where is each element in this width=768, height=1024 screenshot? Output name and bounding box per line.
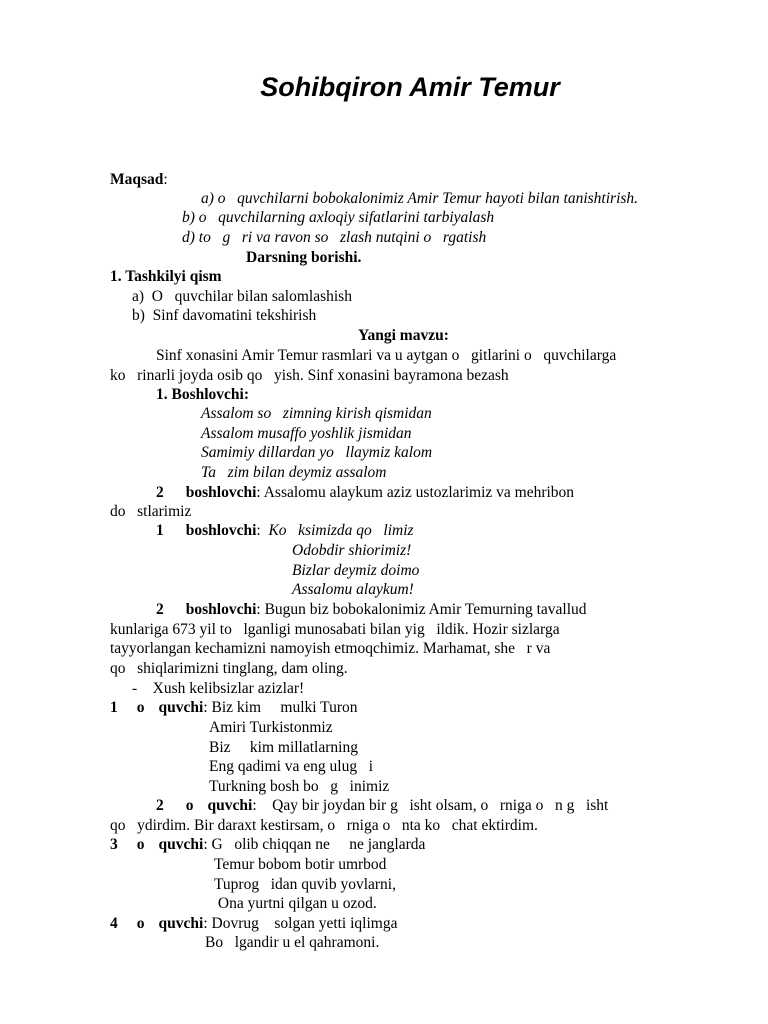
- speech-text: : Bugun biz bobokalonimiz Amir Temurning tavallud: [256, 601, 587, 618]
- speaker-label: quvchi: [158, 915, 204, 932]
- speaker-label: boshlovchi: [185, 484, 257, 501]
- speech-continuation: kunlariga 673 yil to lganligi munosabati bilan yig ildik. Hozir sizlarga: [110, 621, 560, 638]
- speaker-label: boshlovchi: [185, 601, 257, 618]
- speaker-number: 3: [110, 836, 118, 853]
- speaker-colon: :: [256, 522, 261, 539]
- speaker-number: 1: [110, 699, 118, 716]
- verse-line: Tuprog idan quvib yovlarni,: [214, 876, 396, 893]
- oquvchi-2-line: [156, 796, 608, 815]
- speech-continuation: tayyorlangan kechamizni namoyish etmoqchimiz. Marhamat, she r va: [110, 640, 551, 657]
- tashkiliy-item-b: b) Sinf davomatini tekshirish: [132, 307, 317, 324]
- speaker-o: o: [136, 836, 145, 853]
- tashkiliy-item-a: a) O quvchilar bilan salomlashish: [132, 288, 352, 305]
- tashkiliy-heading: 1. Tashkilyi qism: [110, 268, 222, 285]
- verse-line: Bizlar deymiz doimo: [292, 562, 420, 579]
- oquvchi-1-line: [110, 698, 357, 717]
- verse-line: Assalom so zimning kirish qismidan: [201, 405, 432, 422]
- speech-continuation: qo ydirdim. Bir daraxt kestirsam, o rniga o nta ko chat ektirdim.: [110, 817, 538, 834]
- intro-line-2: ko rinarli joyda osib qo yish. Sinf xonasini bayramona bezash: [110, 367, 509, 384]
- speaker-label: boshlovchi: [185, 522, 257, 539]
- speaker-o: o: [185, 797, 194, 814]
- speaker-number: 2: [156, 484, 164, 501]
- verse-line: Temur bobom botir umrbod: [214, 856, 387, 873]
- yangi-mavzu-heading: Yangi mavzu:: [358, 327, 449, 344]
- speech-text: : G olib chiqqan ne ne janglarda: [203, 836, 426, 853]
- verse-line: Ko ksimizda qo limiz: [268, 522, 414, 539]
- speaker-label: quvchi: [158, 699, 204, 716]
- verse-line: Biz kim millatlarning: [209, 739, 358, 756]
- boshlovchi-2-line: [156, 483, 574, 502]
- verse-line: Ta zim bilan deymiz assalom: [201, 464, 387, 481]
- maqsad-item-b: b) o quvchilarning axloqiy sifatlarini tarbiyalash: [182, 209, 495, 226]
- verse-line: Turkning bosh bo g inimiz: [209, 778, 390, 795]
- maqsad-colon: :: [163, 171, 168, 188]
- maqsad-label: Maqsad: [110, 171, 164, 188]
- speaker-number: 1: [156, 522, 164, 539]
- welcome-line: - Xush kelibsizlar azizlar!: [132, 680, 305, 697]
- verse-line: Bo lgandir u el qahramoni.: [205, 934, 380, 951]
- maqsad-item-a: a) o quvchilarni bobokalonimiz Amir Temur hayoti bilan tanishtirish.: [201, 190, 639, 207]
- verse-line: Odobdir shiorimiz!: [292, 542, 412, 559]
- verse-line: Ona yurtni qilgan u ozod.: [214, 895, 377, 912]
- verse-line: Amiri Turkistonmiz: [209, 719, 333, 736]
- darsning-borishi-heading: Darsning borishi.: [246, 249, 362, 266]
- boshlovchi-1-line: [156, 521, 414, 540]
- speaker-number: 2: [156, 797, 164, 814]
- maqsad-line: [110, 170, 168, 189]
- speaker-label: quvchi: [158, 836, 204, 853]
- verse-line: Assalomu alaykum!: [292, 581, 414, 598]
- speaker-number: 2: [156, 601, 164, 618]
- speech-continuation: qo shiqlarimizni tinglang, dam oling.: [110, 660, 348, 677]
- speaker-label: quvchi: [207, 797, 253, 814]
- intro-line-1: Sinf xonasini Amir Temur rasmlari va u aytgan o gitlarini o quvchilarga: [156, 347, 617, 364]
- document-title: Sohibqiron Amir Temur: [260, 72, 560, 102]
- speaker-number: 4: [110, 915, 118, 932]
- speaker-o: o: [136, 699, 145, 716]
- speech-text: : Dovrug solgan yetti iqlimga: [203, 915, 398, 932]
- speaker-o: o: [136, 915, 145, 932]
- oquvchi-4-line: [110, 914, 397, 933]
- speech-text: : Assalomu alaykum aziz ustozlarimiz va mehribon: [256, 484, 575, 501]
- boshlovchi-1-heading: 1. Boshlovchi:: [156, 386, 250, 403]
- verse-line: Samimiy dillardan yo llaymiz kalom: [201, 444, 433, 461]
- speech-text: : Biz kim mulki Turon: [203, 699, 358, 716]
- verse-line: Eng qadimi va eng ulug i: [209, 758, 374, 775]
- verse-line: Assalom musaffo yoshlik jismidan: [201, 425, 412, 442]
- boshlovchi-2-line: [156, 600, 587, 619]
- speech-text: : Qay bir joydan bir g isht olsam, o rniga o n g isht: [252, 797, 609, 814]
- oquvchi-3-line: [110, 835, 425, 854]
- maqsad-item-d: d) to g ri va ravon so zlash nutqini o rgatish: [182, 229, 487, 246]
- speech-continuation: do stlarimiz: [110, 503, 192, 520]
